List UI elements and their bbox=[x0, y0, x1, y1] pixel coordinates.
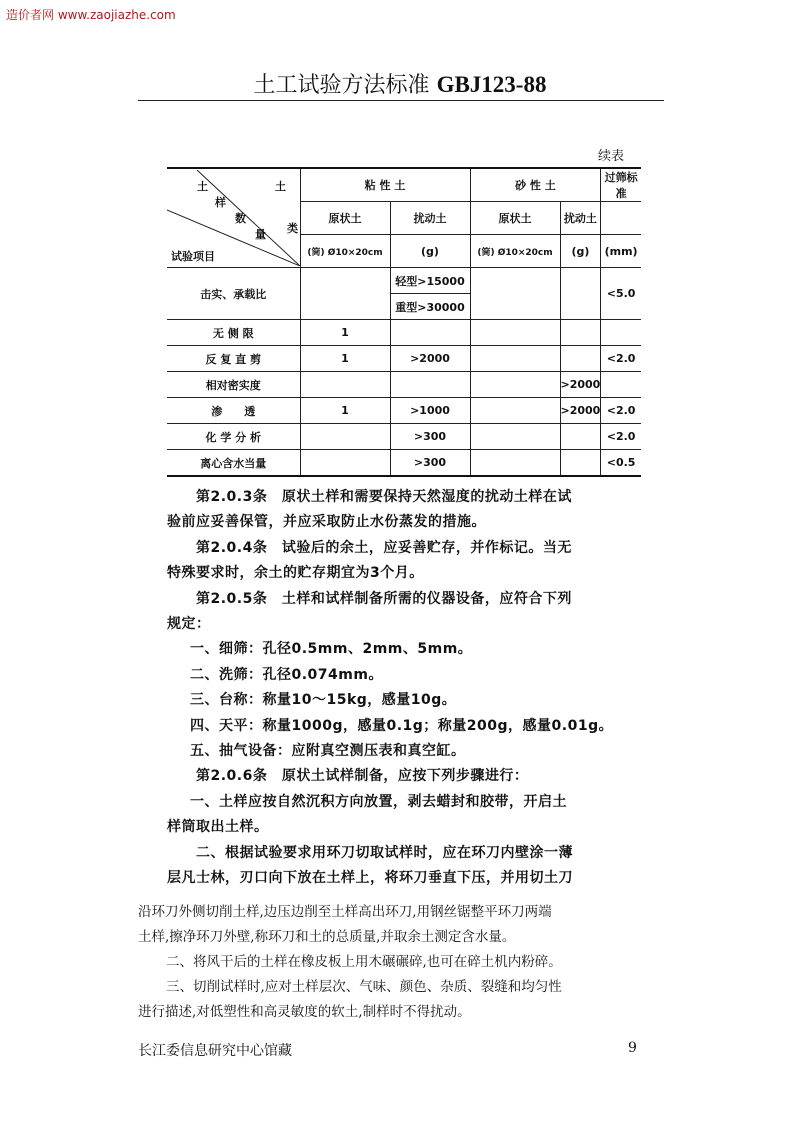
paragraph-line: 第2.0.5条 土样和试样制备所需的仪器设备，应符合下列 bbox=[196, 590, 572, 607]
sub-header bbox=[601, 202, 641, 235]
cell bbox=[560, 268, 601, 320]
paragraph-line: 二、将风干后的土样在橡皮板上用木碾碾碎,也可在碎土机内粉碎。 bbox=[166, 954, 562, 970]
paragraph-line: 进行描述,对低塑性和高灵敏度的软土,制样时不得扰动。 bbox=[138, 1004, 471, 1020]
paragraph-line: 五、抽气设备：应附真空测压表和真空缸。 bbox=[190, 743, 466, 759]
table-row bbox=[167, 398, 641, 424]
cell: 轻型>15000 bbox=[390, 268, 470, 294]
diagonal-header bbox=[167, 168, 300, 268]
table-row bbox=[167, 320, 641, 346]
table-row bbox=[167, 372, 641, 398]
cell: <0.5 bbox=[601, 450, 641, 477]
paragraph-line: 第2.0.3条 原状土样和需要保持天然湿度的扰动土样在试 bbox=[196, 489, 572, 505]
cell bbox=[470, 320, 560, 346]
cell bbox=[470, 346, 560, 372]
unit-header: (mm) bbox=[601, 235, 641, 268]
paragraph-line: 沿环刀外侧切削土样,边压边削至土样高出环刀,用钢丝锯整平环刀两端 bbox=[138, 904, 552, 920]
cell: >1000 bbox=[390, 398, 470, 424]
paragraph-line: 二、根据试验要求用环刀切取试样时，应在环刀内壁涂一薄 bbox=[196, 844, 573, 861]
continued-label: 续表 bbox=[598, 149, 625, 164]
cell bbox=[300, 424, 390, 450]
cell bbox=[390, 372, 470, 398]
table-row bbox=[167, 424, 641, 450]
header-rule bbox=[138, 100, 664, 101]
row-label: 渗 透 bbox=[167, 398, 300, 424]
cell: <5.0 bbox=[601, 268, 641, 320]
paragraph-line: 第2.0.6条 原状土试样制备，应按下列步骤进行： bbox=[196, 768, 529, 785]
cell: <2.0 bbox=[601, 346, 641, 372]
table-row bbox=[167, 346, 641, 372]
sub-header: 原状土 bbox=[300, 202, 390, 235]
corner-text: 试验项目 bbox=[171, 250, 215, 263]
corner-text: 量 bbox=[255, 228, 266, 241]
cell bbox=[560, 450, 601, 477]
paragraph-line: 二、洗筛：孔径0.074mm。 bbox=[190, 666, 383, 683]
row-label: 相对密实度 bbox=[167, 372, 300, 398]
paragraph-line: 第2.0.4条 试验后的余土，应妥善贮存，并作标记。当无 bbox=[196, 539, 572, 556]
unit-header: (筒) Ø10×20cm bbox=[300, 235, 390, 268]
unit-header: (筒) Ø10×20cm bbox=[470, 235, 560, 268]
paragraph-line: 三、台称：称量10～15kg，感量10g。 bbox=[190, 692, 457, 709]
table-row bbox=[167, 450, 641, 477]
cell bbox=[560, 424, 601, 450]
row-label: 无 侧 限 bbox=[167, 320, 300, 346]
paragraph-line: 四、天平：称量1000g，感量0.1g；称量200g，感量0.01g。 bbox=[190, 717, 614, 734]
cell bbox=[470, 424, 560, 450]
cell: >2000 bbox=[560, 398, 601, 424]
cell bbox=[390, 320, 470, 346]
paragraph-line: 一、细筛：孔径0.5mm、2mm、5mm。 bbox=[190, 641, 473, 658]
cell bbox=[601, 320, 641, 346]
sample-quantity-table bbox=[167, 167, 641, 477]
paragraph-line: 层凡士林，刃口向下放在土样上，将环刀垂直下压，并用切土刀 bbox=[167, 870, 573, 886]
cell bbox=[560, 346, 601, 372]
paragraph-line: 三、切削试样时,应对土样层次、气味、颜色、杂质、裂缝和均匀性 bbox=[166, 979, 562, 995]
cell: 1 bbox=[300, 320, 390, 346]
cell bbox=[601, 372, 641, 398]
cell bbox=[470, 450, 560, 477]
cell bbox=[560, 320, 601, 346]
corner-text: 样 bbox=[215, 196, 226, 209]
sub-header: 原状土 bbox=[470, 202, 560, 235]
unit-header: (g) bbox=[560, 235, 601, 268]
cell: 1 bbox=[300, 346, 390, 372]
cell: 1 bbox=[300, 398, 390, 424]
paragraph-line: 验前应妥善保管，并应采取防止水份蒸发的措施。 bbox=[167, 514, 486, 531]
paragraph-line: 样筒取出土样。 bbox=[167, 819, 269, 836]
cell: >2000 bbox=[390, 346, 470, 372]
cell bbox=[300, 450, 390, 477]
row-label: 离心含水当量 bbox=[167, 450, 300, 477]
cell bbox=[470, 398, 560, 424]
cell: >300 bbox=[390, 450, 470, 477]
group-header: 过筛标准 bbox=[601, 168, 641, 202]
cell: >300 bbox=[390, 424, 470, 450]
corner-text: 土 bbox=[197, 180, 208, 193]
row-label: 反 复 直 剪 bbox=[167, 346, 300, 372]
corner-text: 土 bbox=[275, 180, 286, 193]
footer-source: 长江委信息研究中心馆藏 bbox=[138, 1043, 292, 1059]
cell bbox=[300, 268, 390, 320]
title-text: 土工试验方法标准 bbox=[253, 73, 430, 98]
unit-header: (g) bbox=[390, 235, 470, 268]
standard-code: GBJ123-88 bbox=[436, 72, 547, 97]
row-label: 化 学 分 析 bbox=[167, 424, 300, 450]
cell bbox=[470, 268, 560, 320]
cell: <2.0 bbox=[601, 398, 641, 424]
paragraph-line: 特殊要求时，余土的贮存期宜为3个月。 bbox=[167, 565, 424, 582]
cell: 重型>30000 bbox=[390, 294, 470, 320]
paragraph-line: 土样,擦净环刀外壁,称环刀和土的总质量,并取余土测定含水量。 bbox=[138, 929, 516, 945]
sub-header: 扰动土 bbox=[390, 202, 470, 235]
cell: <2.0 bbox=[601, 424, 641, 450]
group-header: 粘 性 土 bbox=[300, 168, 470, 202]
cell: >2000 bbox=[560, 372, 601, 398]
cell bbox=[470, 372, 560, 398]
group-header: 砂 性 土 bbox=[470, 168, 601, 202]
page-number: 9 bbox=[628, 1040, 637, 1056]
paragraph-line: 规定： bbox=[167, 616, 211, 632]
paragraph-line: 一、土样应按自然沉积方向放置，剥去蜡封和胶带，开启土 bbox=[190, 793, 567, 810]
page-title bbox=[0, 68, 800, 99]
cell bbox=[300, 372, 390, 398]
watermark[interactable]: 造价者网 www.zaojiazhe.com bbox=[6, 8, 176, 22]
sub-header: 扰动土 bbox=[560, 202, 601, 235]
row-label: 击实、承载比 bbox=[167, 268, 300, 320]
corner-text: 类 bbox=[287, 222, 298, 235]
corner-text: 数 bbox=[235, 212, 246, 225]
